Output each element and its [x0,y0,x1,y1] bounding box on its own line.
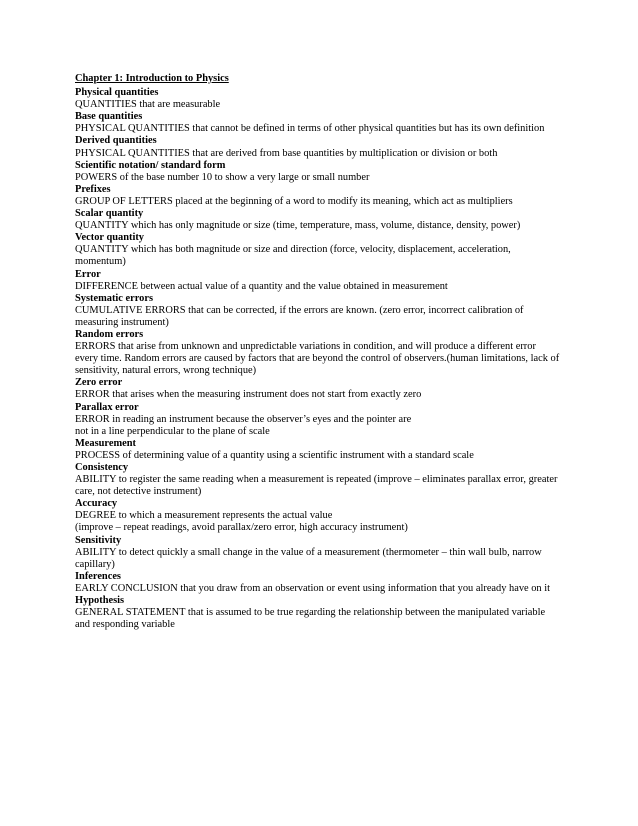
definition-entry [75,87,570,111]
term-heading: Consistency [75,462,129,473]
term-heading: Derived quantities [75,135,157,147]
term-heading: Vector quantity [75,232,144,244]
definition-entry [75,269,570,293]
definition-entry [75,462,570,498]
definition-entry [75,111,570,135]
definition-text: measuring instrument) [75,316,169,328]
definitions-list [75,87,570,631]
term-heading: Accuracy [75,498,118,510]
term-heading: Error [75,268,101,280]
term-heading: Inferences [75,570,121,582]
document-page [75,73,570,631]
definition-text: ERRORS that arise from unknown and unpredictable variations in condition, and will produce a different error [75,341,536,353]
definition-text: capillary) [75,558,115,570]
definition-text: ABILITY to detect quickly a small change in the value of a measurement (thermometer – thin wall bulb, narrow [75,546,542,558]
definition-text: PHYSICAL QUANTITIES that cannot be defined in terms of other physical quantities but has its own definition [75,123,545,135]
term-heading: Measurement [75,437,136,449]
chapter-title: Chapter 1: Introduction to Physics [75,73,229,84]
term-heading: Scientific notation/ standard form [75,159,226,171]
definition-text: DIFFERENCE between actual value of a quantity and the value obtained in measurement [75,280,448,292]
definition-text: QUANTITIES that are measurable [75,99,221,111]
definition-text: PHYSICAL QUANTITIES that are derived from base quantities by multiplication or division or both [75,147,498,159]
term-heading: Prefixes [75,183,111,195]
definition-text: ERROR that arises when the measuring instrument does not start from exactly zero [75,389,422,401]
definition-text: ERROR in reading an instrument because the observer’s eyes and the pointer are [75,413,412,425]
definition-entry [75,377,570,401]
definition-entry [75,571,570,595]
definition-text: EARLY CONCLUSION that you draw from an observation or event using information that you already have on it [75,582,550,594]
definition-text: ABILITY to register the same reading when a measurement is repeated (improve – eliminates parallax error, greater [75,474,558,486]
term-heading: Physical quantities [75,87,159,99]
definition-text: POWERS of the base number 10 to show a very large or small number [75,171,370,183]
definition-text: GENERAL STATEMENT that is assumed to be true regarding the relationship between the manipulated variable [75,607,546,619]
definition-text: not in a line perpendicular to the plane of scale [75,425,270,437]
definition-entry [75,232,570,268]
definition-entry [75,402,570,438]
term-heading: Hypothesis [75,595,125,607]
term-heading: Parallax error [75,401,139,413]
definition-text: QUANTITY which has both magnitude or size and direction (force, velocity, displacement, acceleration, [75,244,511,256]
definition-entry [75,595,570,631]
definition-text: care, not detective instrument) [75,486,202,498]
definition-text: sensitivity, natural errors, wrong technique) [75,365,257,377]
definition-entry [75,135,570,159]
definition-text: every time. Random errors are caused by factors that are beyond the control of observers.(human limitations, lack of [75,353,560,365]
definition-entry [75,184,570,208]
term-heading: Random errors [75,328,144,340]
definition-entry [75,329,570,377]
definition-entry [75,208,570,232]
term-heading: Zero error [75,377,123,389]
definition-text: PROCESS of determining value of a quantity using a scientific instrument with a standard scale [75,449,474,461]
definition-entry [75,535,570,571]
term-heading: Sensitivity [75,534,122,546]
definition-text: CUMULATIVE ERRORS that can be corrected, if the errors are known. (zero error, incorrect calibration of [75,304,524,316]
definition-text: momentum) [75,256,126,268]
definition-entry [75,160,570,184]
definition-text: GROUP OF LETTERS placed at the beginning of a word to modify its meaning, which act as multipliers [75,195,513,207]
term-heading: Base quantities [75,111,143,123]
definition-text: (improve – repeat readings, avoid parallax/zero error, high accuracy instrument) [75,522,408,534]
definition-entry [75,498,570,534]
definition-entry [75,293,570,329]
term-heading: Scalar quantity [75,208,144,220]
definition-text: and responding variable [75,619,175,631]
definition-text: QUANTITY which has only magnitude or size (time, temperature, mass, volume, distance, density, power) [75,220,521,232]
definition-entry [75,438,570,462]
term-heading: Systematic errors [75,292,153,304]
definition-text: DEGREE to which a measurement represents the actual value [75,510,333,522]
